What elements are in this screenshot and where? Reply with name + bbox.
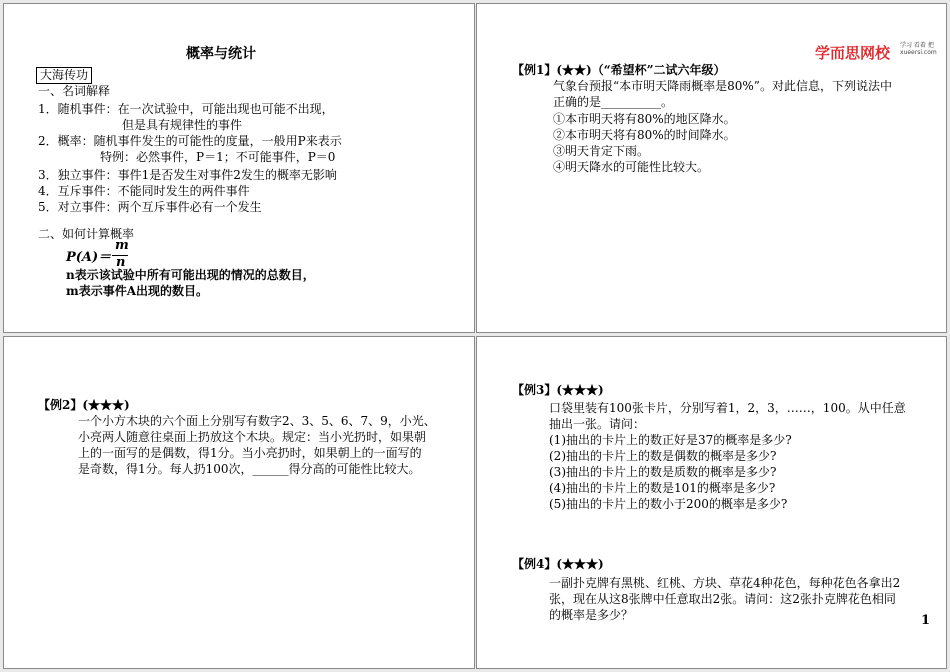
example-1-heading: 【例1】(★★)（“希望杯”二试六年级） xyxy=(512,63,726,77)
example-1-text-line1: 气象台预报“本市明天降雨概率是80%”。对此信息，下列说法中 xyxy=(553,79,892,93)
definition-complementary: 5．对立事件：两个互斥事件必有一个发生 xyxy=(38,200,262,214)
slide-examples-3-4 xyxy=(476,336,947,669)
definition-special-cases: 特例：必然事件，P＝1；不可能事件，P＝0 xyxy=(100,150,336,164)
definition-random-event: 1．随机事件：在一次试验中，可能出现也可能不出现， xyxy=(38,102,334,116)
logo-subtext: 学习 看着 把 xueersi.com xyxy=(900,42,937,56)
example-3-question-2: (2)抽出的卡片上的数是偶数的概率是多少? xyxy=(549,449,777,463)
example-1-option-4: ④明天降水的可能性比较大。 xyxy=(553,160,710,174)
example-2-text-line4: 是奇数，得1分。每人扔100次，______得分高的可能性比较大。 xyxy=(78,462,421,476)
section-badge: 大海传功 xyxy=(36,67,92,84)
example-1-option-3: ③明天肯定下雨。 xyxy=(553,144,650,158)
example-1-option-2: ②本市明天将有80%的时间降水。 xyxy=(553,128,736,142)
example-4-text-line3: 的概率是多少？ xyxy=(549,608,634,622)
section-heading-calculate: 二、如何计算概率 xyxy=(38,227,135,241)
formula-m-explanation: m表示事件A出现的数目。 xyxy=(66,284,209,298)
slide-example-2 xyxy=(3,336,475,669)
formula-numerator: m xyxy=(115,238,129,253)
example-3-question-3: (3)抽出的卡片上的数是质数的概率是多少? xyxy=(549,465,777,479)
formula-denominator: n xyxy=(116,255,126,270)
formula-lhs: P(A)＝ xyxy=(66,250,112,265)
example-1-option-1: ①本市明天将有80%的地区降水。 xyxy=(553,112,736,126)
example-2-text-line3: 上的一面写的是偶数，得1分。当小亮扔时，如果朝上的一面写的 xyxy=(78,446,422,460)
example-4-text-line2: 张，现在从这8张牌中任意取出2张。请问：这2张扑克牌花色相同 xyxy=(549,592,896,606)
example-4-text-line1: 一副扑克牌有黑桃、红桃、方块、草花4种花色，每种花色各拿出2 xyxy=(549,576,901,590)
example-3-text-line1: 口袋里装有100张卡片，分别写着1，2，3，……，100。从中任意 xyxy=(549,401,906,415)
example-3-question-4: (4)抽出的卡片上的数是101的概率是多少? xyxy=(549,481,776,495)
definition-random-event-cont: 但是具有规律性的事件 xyxy=(122,118,243,132)
definition-independent: 3．独立事件：事件1是否发生对事件2发生的概率无影响 xyxy=(38,168,337,182)
slide-example-1 xyxy=(476,3,947,333)
example-3-text-line2: 抽出一张。请问： xyxy=(549,417,646,431)
section-heading-definitions: 一、名词解释 xyxy=(38,84,111,98)
example-3-question-1: (1)抽出的卡片上的数正好是37的概率是多少? xyxy=(549,433,792,447)
definition-probability: 2．概率：随机事件发生的可能性的度量，一般用P来表示 xyxy=(38,134,342,148)
page-number: 1 xyxy=(921,613,931,628)
example-1-text-line2: 正确的是__________。 xyxy=(553,95,674,109)
formula-n-explanation: n表示该试验中所有可能出现的情况的总数目， xyxy=(66,268,315,282)
example-2-text-line1: 一个小方木块的六个面上分别写有数字2、3、5、6、7、9，小光、 xyxy=(78,414,436,428)
page-title: 概率与统计 xyxy=(186,46,256,62)
example-3-question-5: (5)抽出的卡片上的数小于200的概率是多少? xyxy=(549,497,788,511)
example-2-heading: 【例2】(★★★) xyxy=(38,398,130,412)
definition-exclusive: 4．互斥事件：不能同时发生的两件事件 xyxy=(38,184,250,198)
logo-text: 学而思网校 xyxy=(815,44,891,62)
example-3-heading: 【例3】(★★★) xyxy=(512,383,604,397)
example-2-text-line2: 小亮两人随意往桌面上扔放这个木块。规定：当小光扔时，如果朝 xyxy=(78,430,427,444)
example-4-heading: 【例4】(★★★) xyxy=(512,557,604,571)
brand-logo xyxy=(815,42,937,63)
slide-concepts xyxy=(3,3,475,333)
